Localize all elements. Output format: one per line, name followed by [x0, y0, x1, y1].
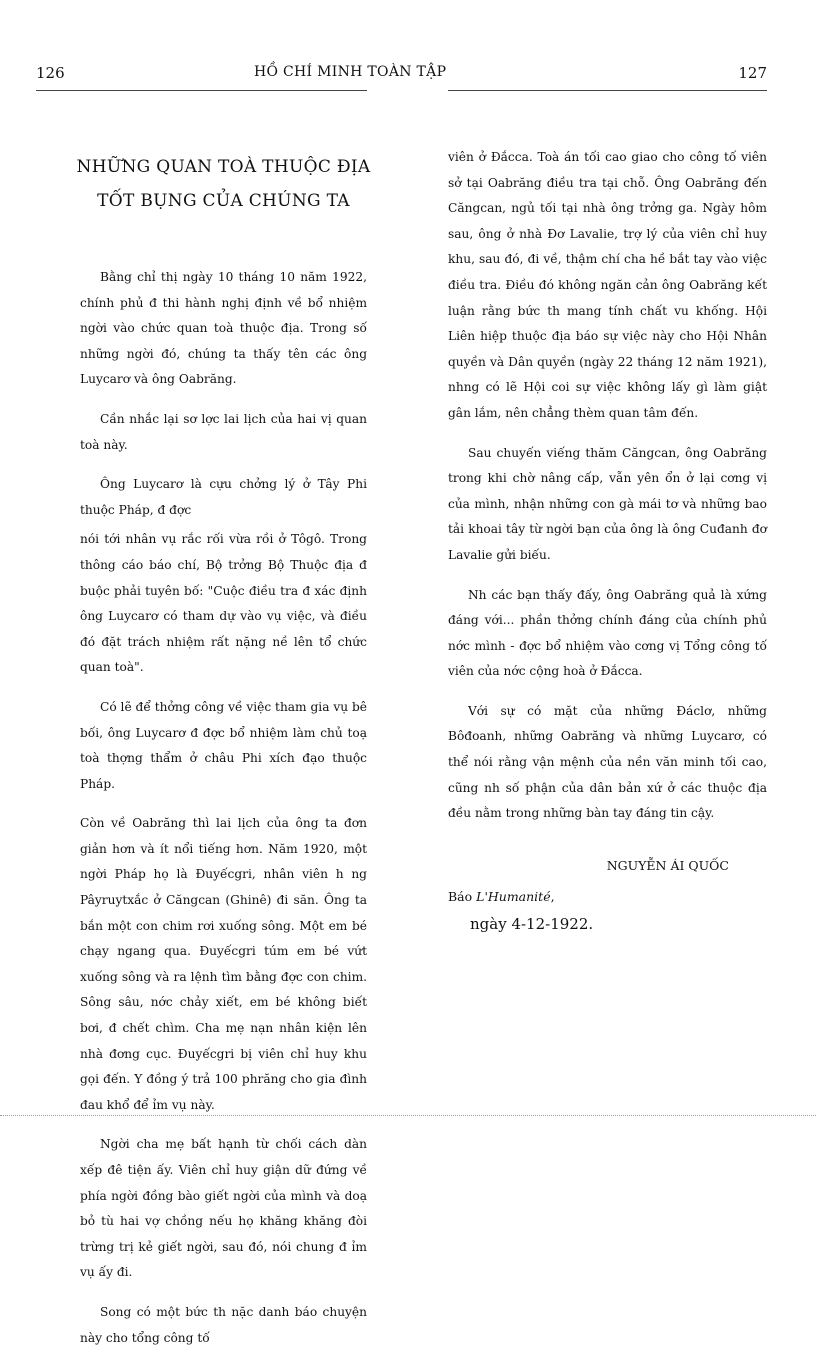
paragraph: Còn về Oabrăng thì lai lịch của ông ta đơn giản hơn và ít nổi tiếng hơn. Năm 1920, một ngời Pháp họ là Đuyếcgri, nhân viên h ng Pâyruytxắc ở Căngcan (Ghinê) đi săn. Ông ta bắn một con chim rơi xuống sông. Một em bé chạy ngang qua. Đuyếcgri túm em bé vứt xuống sông và ra lệnh tìm bằng đợc con chim. Sông sâu, nớc chảy xiết, em bé không biết bơi, đ chết chìm. Cha mẹ nạn nhân kiện lên nhà đơng cục. Đuyếcgri bị viên chỉ huy khu gọi đến. Y đồng ý trả 100 phrăng cho gia đình đau khổ để ỉm vụ này.	[80, 816, 367, 1112]
header-rule-left	[36, 90, 367, 91]
left-column	[76, 150, 371, 1365]
paragraph: Song có một bức th nặc danh báo chuyện này cho tổng công tố	[80, 1304, 367, 1345]
header-rule-right	[448, 90, 767, 91]
article-title-line-2: TỐT BỤNG CỦA CHÚNG TA	[97, 191, 350, 211]
paragraph: Sau chuyến viếng thăm Căngcan, ông Oabrăng trong khi chờ nâng cấp, vẫn yên ổn ở lại cơng vị của mình, nhận những con gà mái tơ và những bao tải khoai tây từ ngời bạn của ông là ông Cuđanh đơ Lavalie gửi biếu.	[448, 445, 767, 562]
paragraph: Có lẽ để thởng công về việc tham gia vụ bê bối, ông Luycarơ đ đợc bổ nhiệm làm chủ toạ toà thợng thẩm ở châu Phi xích đạo thuộc Pháp.	[80, 699, 367, 791]
source-prefix: Báo	[448, 889, 477, 905]
page-header	[36, 64, 767, 84]
paragraph: Ông Luycarơ là cựu chởng lý ở Tây Phi thuộc Pháp, đ đợc	[80, 477, 367, 517]
paragraph: Nh các bạn thấy đấy, ông Oabrăng quả là xứng đáng với... phần thởng chính đáng của chính phủ nớc mình - đợc bổ nhiệm vào cơng vị Tổng công tố viên của nớc cộng hoà ở Đắcca.	[448, 587, 767, 679]
author-signature: NGUYỄN ÁI QUỐC	[606, 857, 729, 873]
source-suffix: ,	[550, 889, 555, 905]
paragraph: Cần nhắc lại sơ lợc lai lịch của hai vị quan toà này.	[80, 411, 367, 452]
article-title	[40, 150, 407, 218]
bottom-rule	[0, 1115, 816, 1116]
paragraph: Ngời cha mẹ bất hạnh từ chối cách dàn xếp đê tiện ấy. Viên chỉ huy giận dữ đứng về phía ngời đồng bào giết ngời của mình và doạ bỏ tù hai vợ chồng nếu họ khăng khăng đòi trừng trị kẻ giết ngời, sau đó, nói chung đ ỉm vụ ấy đi.	[80, 1137, 367, 1280]
source-citation	[448, 884, 767, 910]
paragraph: viên ở Đắcca. Toà án tối cao giao cho công tố viên sở tại Oabrăng điều tra tại chỗ. Ông Oabrăng đến Căngcan, ngủ tối tại nhà ông trởng ga. Ngày hôm sau, ông ở nhà Đơ Lavalie, trợ lý của viên chỉ huy khu, sau đó, đi về, thậm chí cha hề bắt tay vào việc điều tra. Điều đó không ngăn cản ông Oabrăng kết luận rằng bức th mang tính chất vu khống. Hội Liên hiệp thuộc địa báo sự việc này cho Hội Nhân quyền và Dân quyền (ngày 22 tháng 12 năm 1921), nhng có lẽ Hội coi sự việc không lấy gì làm giật gân lắm, nên chẳng thèm quan tâm đến.	[448, 150, 767, 420]
running-title: HỒ CHÍ MINH TOÀN TẬP	[254, 64, 447, 80]
newspaper-name: L'Humanité	[476, 889, 551, 905]
page-number-left: 126	[36, 64, 65, 82]
page-number-right: 127	[738, 64, 767, 82]
right-column	[448, 145, 767, 938]
article-title-line-1: NHỮNG QUAN TOÀ THUỘC ĐỊA	[76, 157, 371, 177]
paragraph: Với sự có mặt của những Đáclơ, những Bôđoanh, những Oabrăng và những Luycarơ, có thể nói rằng vận mệnh của nền văn minh tối cao, cũng nh số phận của dân bản xứ ở các thuộc địa đều nằm trong những bàn tay đáng tin cậy.	[448, 703, 767, 821]
paragraph: Bằng chỉ thị ngày 10 tháng 10 năm 1922, chính phủ đ thi hành nghị định về bổ nhiệm ngời vào chức quan toà thuộc địa. Trong số những ngời đó, chúng ta thấy tên các ông Luycarơ và ông Oabrăng.	[80, 270, 367, 387]
paragraph: nói tới nhân vụ rắc rối vừa rồi ở Tôgô. Trong thông cáo báo chí, Bộ trởng Bộ Thuộc địa đ buộc phải tuyên bố: "Cuộc điều tra đ xác định ông Luycarơ có tham dự vào vụ việc, và điều đó đặt trách nhiệm rất nặng nề lên tổ chức quan toà".	[80, 532, 367, 675]
publication-date: ngày 4-12-1922.	[470, 915, 594, 934]
